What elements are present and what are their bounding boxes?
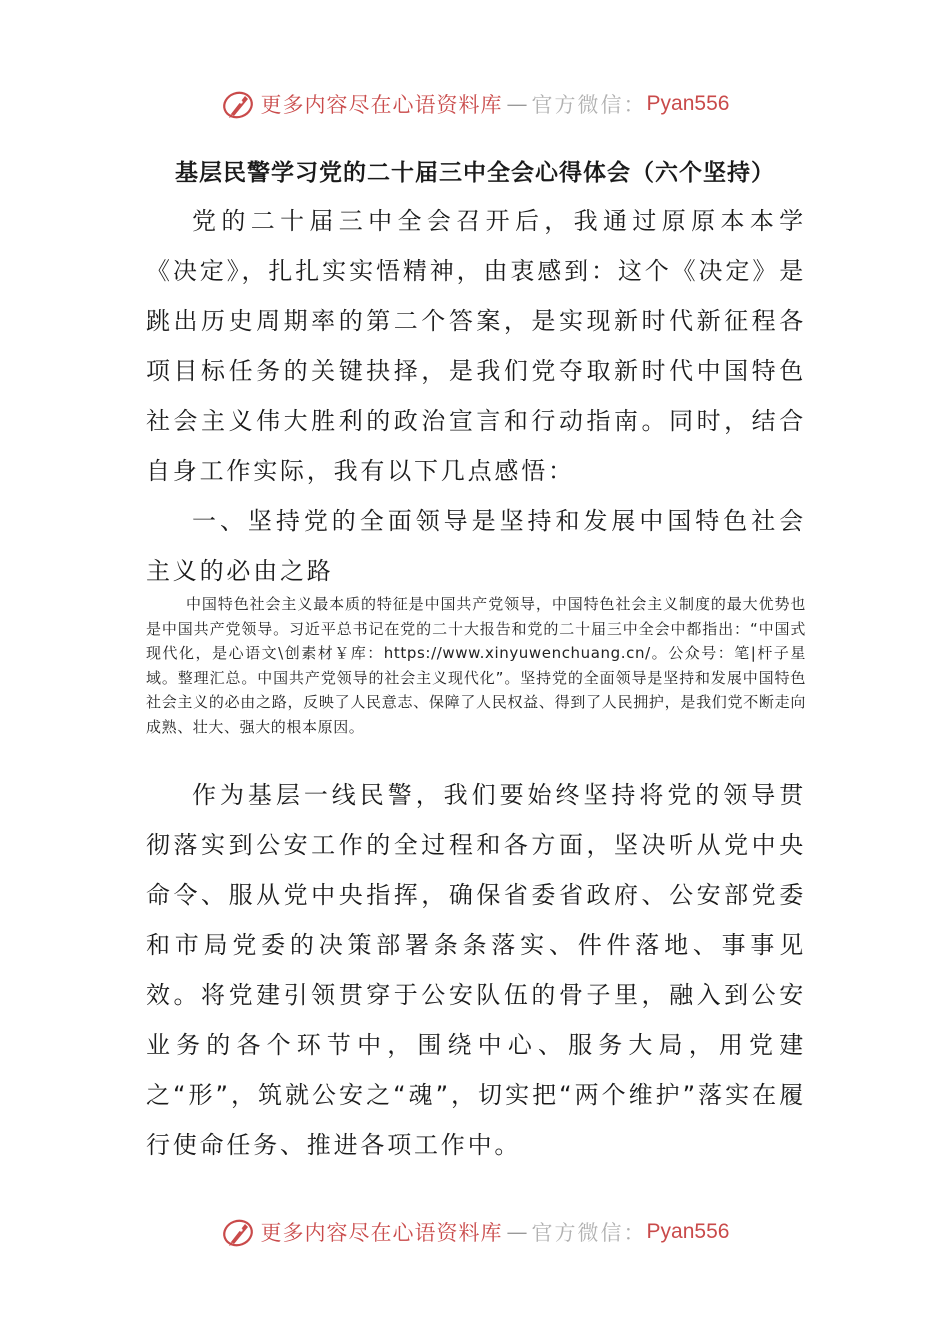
footer-banner bbox=[0, 1212, 950, 1252]
header-banner bbox=[0, 84, 950, 124]
paragraph-small-print: 中国特色社会主义最本质的特征是中国共产党领导，中国特色社会主义制度的最大优势也是中国共产党领导。习近平总书记在党的二十大报告和党的二十届三中全会中都指出：“中国式现代化，是心语文\创素材￥库：https://www.xinyuwenchuang.cn/。公众号：笔|杆子星域。整理汇总。中国共产党领导的社会主义现代化”。坚持党的全面领导是坚持和发展中国特色社会主义的必由之路，反映了人民意志、保障了人民权益、得到了人民拥护，是我们党不断走向成熟、壮大、强大的根本原因。 bbox=[146, 595, 806, 736]
banner-text: 更多内容尽在心语资料库 bbox=[260, 93, 503, 117]
document-title: 基层民警学习党的二十届三中全会心得体会（六个坚持） bbox=[175, 159, 775, 186]
wechat-label: 官方微信： bbox=[531, 1221, 647, 1245]
section-heading-1: 一、坚持党的全面领导是坚持和发展中国特色社会主义的必由之路 bbox=[146, 507, 806, 585]
paragraph-intro: 党的二十届三中全会召开后，我通过原原本本学《决定》，扎扎实实悟精神，由衷感到：这个《决定》是跳出历史周期率的第二个答案，是实现新时代新征程各项目标任务的关键抉择，是我们党夺取新时代中国特色社会主义伟大胜利的政治宣言和行动指南。同时，结合自身工作实际，我有以下几点感悟： bbox=[146, 207, 806, 485]
banner-dash: — bbox=[506, 92, 528, 116]
paragraph-body: 作为基层一线民警，我们要始终坚持将党的领导贯彻落实到公安工作的全过程和各方面，坚决听从党中央命令、服从党中央指挥，确保省委省政府、公安部党委和市局党委的决策部署条条落实、件件落地、事事见效。将党建引领贯穿于公安队伍的骨子里，融入到公安业务的各个环节中，围绕中心、服务大局，用党建之“形”，筑就公安之“魂”，切实把“两个维护”落实在履行使命任务、推进各项工作中。 bbox=[146, 781, 806, 1159]
banner-text: 更多内容尽在心语资料库 bbox=[260, 1221, 503, 1245]
wechat-id: Pyan556 bbox=[646, 92, 730, 115]
wechat-id: Pyan556 bbox=[646, 1220, 730, 1243]
pen-nib-icon bbox=[221, 1215, 255, 1249]
pen-nib-icon bbox=[221, 87, 255, 121]
wechat-label: 官方微信： bbox=[531, 93, 647, 117]
banner-dash: — bbox=[506, 1220, 528, 1244]
